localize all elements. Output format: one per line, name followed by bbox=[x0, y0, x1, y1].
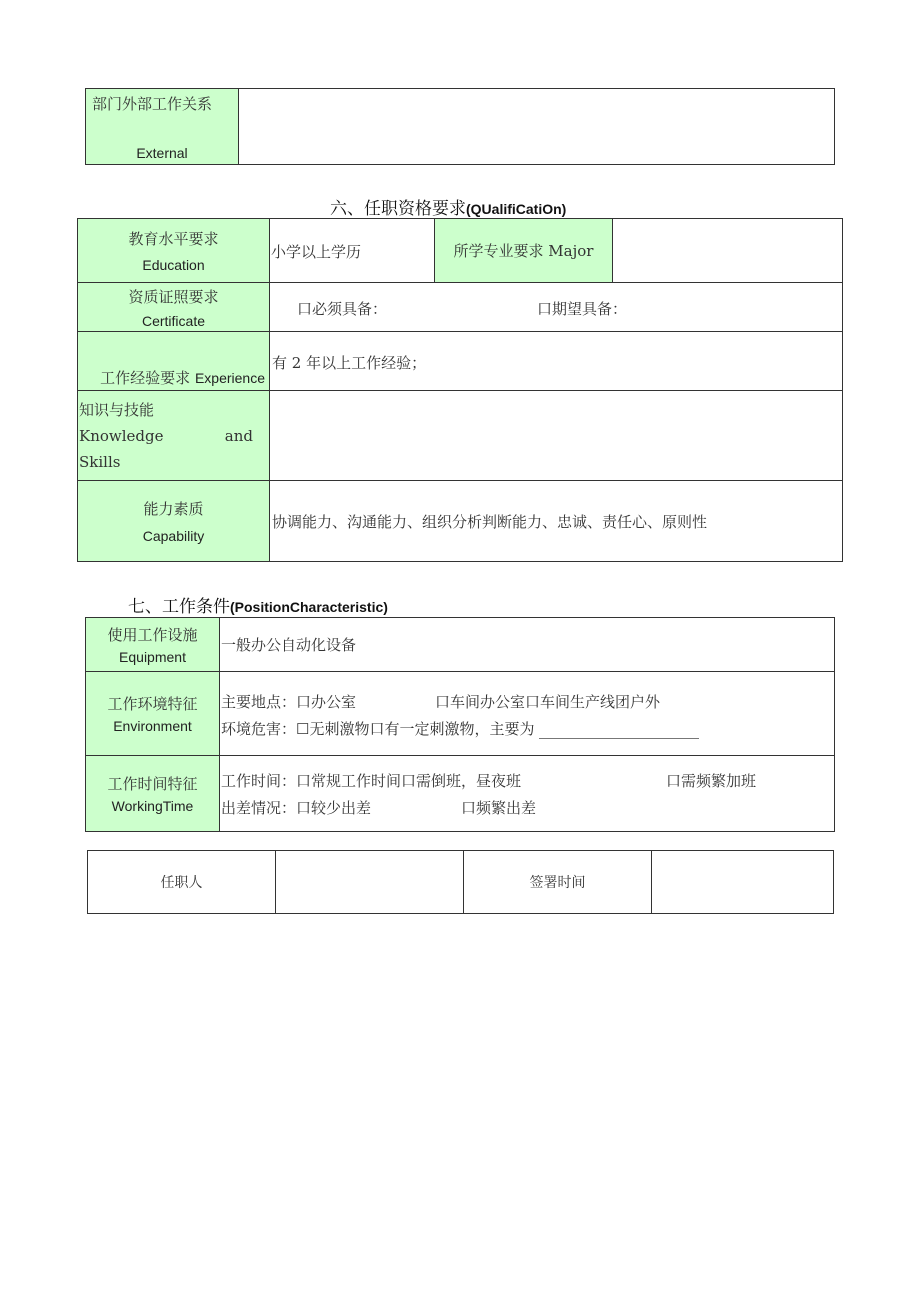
signature-table bbox=[87, 850, 834, 914]
working-conditions-table bbox=[85, 617, 835, 832]
environment-location[interactable]: 主要地点：口办公室 bbox=[221, 693, 357, 711]
external-label-cell bbox=[86, 89, 239, 165]
working-time-schedule[interactable]: 工作时间：口常规工作时间口需倒班，昼夜班 bbox=[221, 772, 522, 790]
experience-label-cn: 工作经验要求 bbox=[100, 369, 191, 387]
section6-heading-en: (QUalifiCatiOn) bbox=[466, 201, 567, 217]
knowledge-label-cn: 知识与技能 bbox=[79, 401, 155, 419]
education-label-en: Education bbox=[142, 257, 205, 273]
certificate-required-checkbox[interactable]: 口必须具备： bbox=[297, 300, 388, 318]
travel-frequent[interactable]: 口频繁出差 bbox=[461, 799, 537, 817]
section7-heading-en: (PositionCharacteristic) bbox=[230, 599, 388, 615]
working-time-value-cell bbox=[220, 756, 835, 832]
certificate-preferred-checkbox[interactable]: 口期望具备： bbox=[537, 300, 628, 318]
environment-label-cell bbox=[86, 672, 220, 756]
capability-label-cn: 能力素质 bbox=[143, 500, 204, 518]
experience-label-cell bbox=[78, 332, 270, 391]
external-label-cn: 部门外部工作关系 bbox=[92, 95, 213, 113]
experience-label-en: Experience bbox=[194, 370, 265, 386]
certificate-label-en: Certificate bbox=[141, 312, 206, 329]
environment-label-cn: 工作环境特征 bbox=[107, 695, 198, 713]
section6-heading-cn: 六、任职资格要求 bbox=[330, 199, 466, 219]
certificate-label-cell bbox=[78, 283, 270, 332]
knowledge-label-en-row bbox=[79, 423, 253, 449]
capability-value[interactable]: 协调能力、沟通能力、组织分析判断能力、忠诚、责任心、原则性 bbox=[270, 481, 843, 562]
equipment-label-cell bbox=[86, 618, 220, 672]
environment-hazard[interactable] bbox=[221, 718, 699, 739]
knowledge-label-en-3: Skills bbox=[79, 453, 121, 471]
equipment-value[interactable]: 一般办公自动化设备 bbox=[220, 618, 835, 672]
experience-value[interactable]: 有 2 年以上工作经验； bbox=[270, 332, 843, 391]
external-relations-table bbox=[85, 88, 835, 165]
certificate-label-cn: 资质证照要求 bbox=[128, 287, 219, 306]
environment-value-cell bbox=[220, 672, 835, 756]
working-time-label-cell bbox=[86, 756, 220, 832]
environment-label-en: Environment bbox=[113, 718, 192, 734]
capability-label-cell bbox=[78, 481, 270, 562]
environment-location-other[interactable]: 口车间办公室口车间生产线团户外 bbox=[435, 693, 661, 711]
external-value-cell[interactable] bbox=[239, 89, 835, 165]
sign-date-label: 签署时间 bbox=[464, 851, 652, 914]
working-time-overtime[interactable]: 口需频繁加班 bbox=[666, 772, 757, 790]
knowledge-label-en-2: and bbox=[224, 427, 253, 445]
section7-heading bbox=[128, 592, 388, 617]
environment-hazard-blank[interactable] bbox=[539, 724, 699, 739]
qualification-table bbox=[77, 218, 843, 562]
travel-less[interactable]: 出差情况：口较少出差 bbox=[221, 799, 372, 817]
certificate-value-cell bbox=[270, 283, 843, 332]
knowledge-value[interactable] bbox=[270, 391, 843, 481]
education-value[interactable]: 小学以上学历 bbox=[270, 219, 435, 283]
major-label: 所学专业要求 Major bbox=[435, 219, 613, 283]
major-value[interactable] bbox=[613, 219, 843, 283]
holder-label: 任职人 bbox=[88, 851, 276, 914]
working-time-label-cn: 工作时间特征 bbox=[107, 775, 198, 793]
section7-heading-cn: 七、工作条件 bbox=[128, 597, 230, 617]
knowledge-label-cell bbox=[78, 391, 270, 481]
external-label-en: External bbox=[136, 145, 188, 161]
education-label-cn: 教育水平要求 bbox=[128, 230, 219, 248]
sign-date-value[interactable] bbox=[652, 851, 834, 914]
section6-heading bbox=[330, 194, 566, 219]
equipment-label-cn: 使用工作设施 bbox=[107, 626, 198, 644]
equipment-label-en: Equipment bbox=[119, 649, 186, 665]
working-time-label-en: WorkingTime bbox=[111, 798, 194, 814]
environment-hazard-text: 环境危害：☐无刺激物口有一定刺激物，主要为 bbox=[221, 720, 535, 738]
capability-label-en: Capability bbox=[142, 528, 205, 544]
education-label-cell bbox=[78, 219, 270, 283]
knowledge-label-en-1: Knowledge bbox=[79, 427, 164, 445]
holder-value[interactable] bbox=[276, 851, 464, 914]
